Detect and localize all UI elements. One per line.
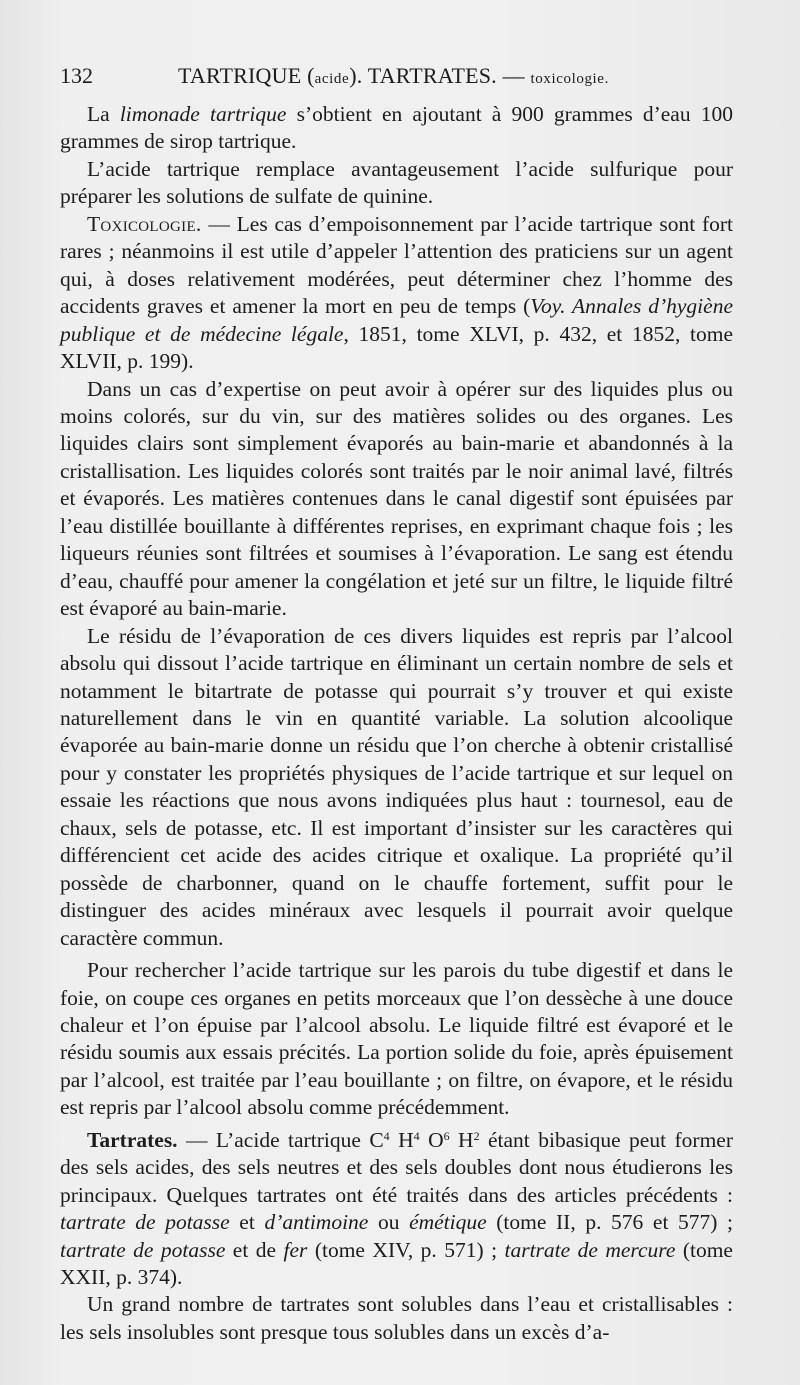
paragraph-tube-digestif: Pour rechercher l’acide tartrique sur les parois du tube digestif et dans le foie, on coupe ces organes en petits morceaux que l’on dessèche à une douce chaleur et l’on épuise par l’alcool absolu. Le liquide filtré est évaporé et le résidu soumis aux essais précités. La portion solide du foie, après épuisement par l’alcool, est traitée par l’eau bouillante ; on filtre, on évapore, et le résidu est repris par l’alcool absolu comme précédemment.: [60, 958, 733, 1120]
section-label-tartrates: Tartrates.: [87, 1127, 178, 1152]
paragraph-solubilite: Un grand nombre de tartrates sont solubles dans l’eau et cristallisables : les sels insolubles sont presque tous solubles dans un excès d’a-: [60, 1292, 733, 1344]
text-body: [60, 101, 733, 1346]
chemical-formula: $C^4$ $H^4$ $O^6$ $H^2$: [369, 1127, 480, 1152]
paragraph-tartrates: Tartrates. — L’acide tartrique $C^4$ $H^4$ $O^6$ $H^2$ étant bibasique peut former des sels acides, des sels neutres et des sels doubles dont nous étudierons les principaux. Quelques tartrates ont été traités dans des articles précédents : tartrate de potasse et d’antimoine ou émétique (tome II, p. 576 et 577) ; tartrate de potasse et de fer (tome XIV, p. 571) ; tartrate de mercure (tome XXII, p. 374).: [60, 1127, 734, 1290]
paragraph-expertise: Dans un cas d’expertise on peut avoir à opérer sur des liquides plus ou moins colorés, sur du vin, sur des matières solides ou des organes. Les liquides clairs sont simplement évaporés au bain-marie et abandonnés à la cristallisation. Les liquides colorés sont traités par le noir animal lavé, filtrés et évaporés. Les matières contenues dans le canal digestif sont épuisées par l’eau distillée bouillante à différentes reprises, en exprimant chaque fois ; les liqueurs réunies sont filtrées et soumises à l’évaporation. Le sang est étendu d’eau, chauffé pour amener la congélation et jeté sur un filtre, le liquide filtré est évaporé au bain-marie.: [60, 376, 733, 621]
paragraph-residu: Le résidu de l’évaporation de ces divers liquides est repris par l’alcool absolu qui dissout l’acide tartrique en éliminant un certain nombre de sels et notamment le bitartrate de potasse qui pourrait s’y trouver et qui existe naturellement dans le vin en quantité variable. La solution alcoolique évaporée au bain-marie donne un résidu que l’on cherche à obtenir cristallisé pour y constater les propriétés physiques de l’acide tartrique et sur lequel on essaie les réactions que nous avons indiquées plus haut : tournesol, eau de chaux, sels de potasse, etc. Il est important d’insister sur les caractères qui différencient cet acide des acides citrique et oxalique. La propriété qu’il possède de charbonner, quand on le chauffe fortement, suffit pour le distinguer des acides minéraux avec lesquels il pourrait avoir quelque caractère commun.: [60, 623, 733, 950]
section-label-toxicologie: Toxicologie.: [87, 211, 202, 236]
paragraph-quinine: L’acide tartrique remplace avantageusement l’acide sulfurique pour préparer les solutions de sulfate de quinine.: [60, 156, 733, 209]
running-title: TARTRIQUE (acide). TARTRATES. — toxicologie.: [178, 63, 609, 88]
paragraph-toxicologie: Toxicologie. — Les cas d’empoisonnement par l’acide tartrique sont fort rares ; néanmoins il est utile d’appeler l’attention des praticiens sur un agent qui, à doses relativement modérées, peut déterminer chez l’homme des accidents graves et amener la mort en peu de temps (Voy. Annales d’hygiène publique et de médecine légale, 1851, tome XLVI, p. 432, et 1852, tome XLVII, p. 199).: [60, 211, 733, 374]
paragraph-limonade: La limonade tartrique s’obtient en ajoutant à 900 grammes d’eau 100 grammes de sirop tartrique.: [60, 102, 733, 154]
page-number: 132: [60, 63, 93, 88]
